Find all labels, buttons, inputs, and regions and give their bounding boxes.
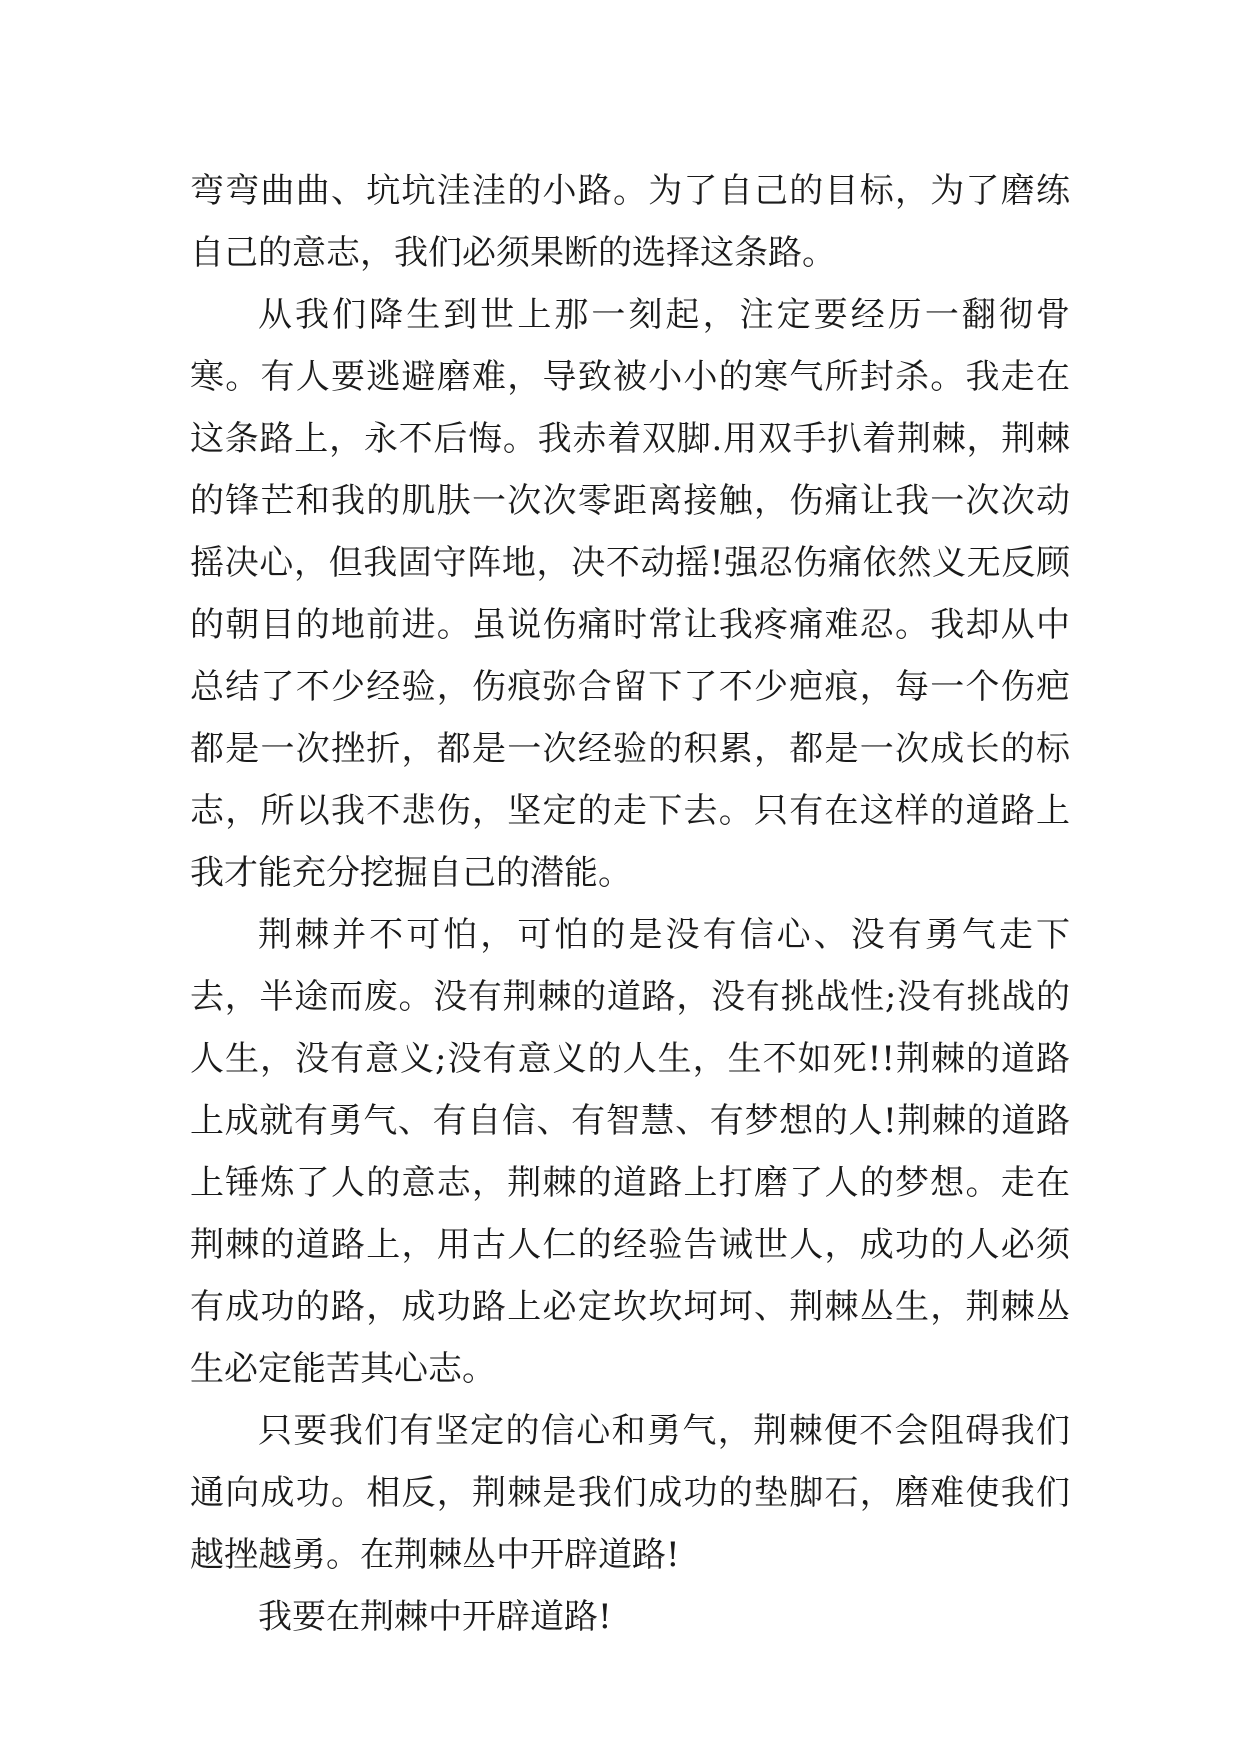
paragraph-1: 弯弯曲曲、坑坑洼洼的小路。为了自己的目标，为了磨练自己的意志，我们必须果断的选择这条路。 bbox=[190, 171, 1070, 273]
paragraph-3: 荆棘并不可怕，可怕的是没有信心、没有勇气走下去，半途而废。没有荆棘的道路，没有挑战性;没有挑战的人生，没有意义;没有意义的人生，生不如死!!荆棘的道路上成就有勇气、有自信、有智慧、有梦想的人!荆棘的道路上锤炼了人的意志，荆棘的道路上打磨了人的梦想。走在荆棘的道路上，用古人仁的经验告诫世人，成功的人必须有成功的路，成功路上必定坎坎坷坷、荆棘丛生，荆棘丛生必定能苦其心志。 bbox=[190, 915, 1070, 1389]
paragraph-4: 只要我们有坚定的信心和勇气，荆棘便不会阻碍我们通向成功。相反，荆棘是我们成功的垫脚石，磨难使我们越挫越勇。在荆棘丛中开辟道路! bbox=[190, 1411, 1070, 1575]
paragraph-5: 我要在荆棘中开辟道路! bbox=[258, 1597, 612, 1637]
document-body bbox=[190, 160, 1070, 1648]
paragraph-2: 从我们降生到世上那一刻起，注定要经历一翻彻骨寒。有人要逃避磨难，导致被小小的寒气所封杀。我走在这条路上，永不后悔。我赤着双脚.用双手扒着荆棘，荆棘的锋芒和我的肌肤一次次零距离接触，伤痛让我一次次动摇决心，但我固守阵地，决不动摇!强忍伤痛依然义无反顾的朝目的地前进。虽说伤痛时常让我疼痛难忍。我却从中总结了不少经验，伤痕弥合留下了不少疤痕，每一个伤疤都是一次挫折，都是一次经验的积累，都是一次成长的标志，所以我不悲伤，坚定的走下去。只有在这样的道路上我才能充分挖掘自己的潜能。 bbox=[190, 295, 1070, 893]
